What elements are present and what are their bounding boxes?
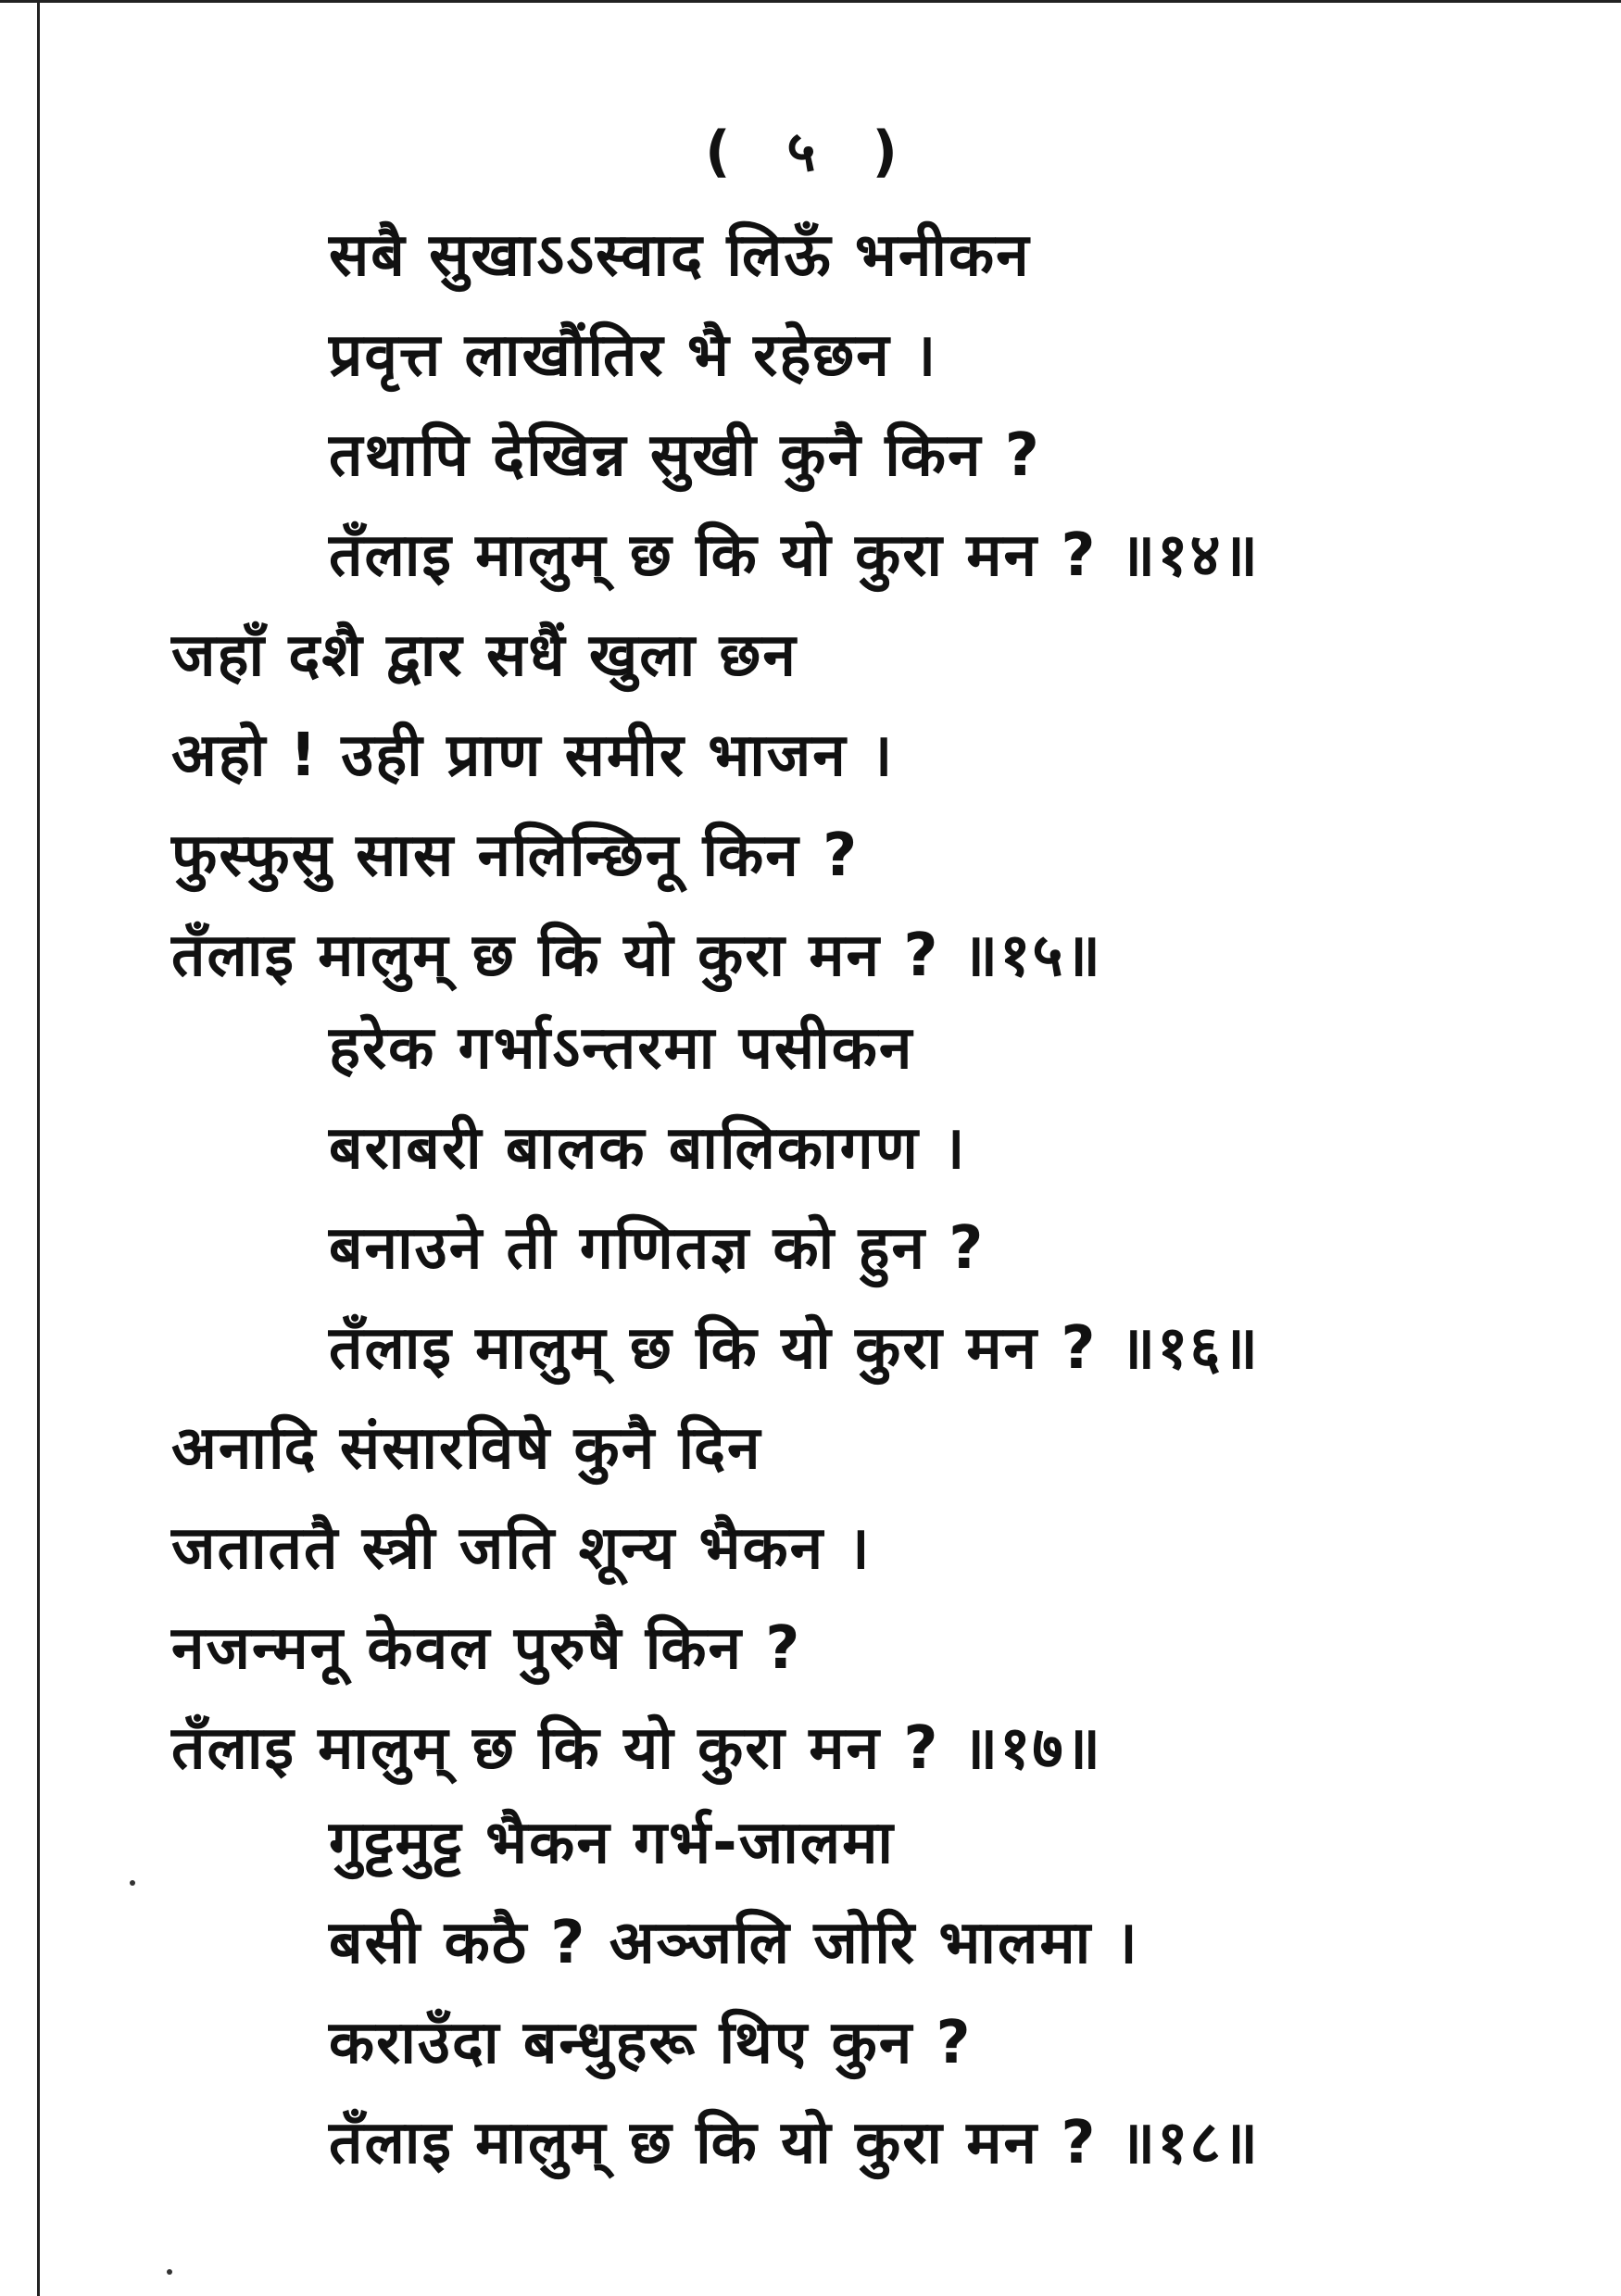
stanza-17 bbox=[171, 1399, 1102, 1799]
verse-line: अहो ! उही प्राण समीर भाजन । bbox=[171, 721, 895, 790]
verse-line: हरेक गर्भाऽन्तरमा पसीकन bbox=[329, 1014, 914, 1083]
scan-speck bbox=[130, 1880, 135, 1886]
verse-line: बसी कठै ? अञ्जलि जोरि भालमा । bbox=[329, 1909, 1139, 1977]
verse-line: तँलाइ मालुम् छ कि यो कुरा मन ? ॥१७॥ bbox=[171, 1714, 1102, 1783]
verse-line: प्रवृत्त लाखौंतिर भै रहेछन । bbox=[329, 321, 938, 390]
verse-line: गुट्टमुट्ट भैकन गर्भ-जालमा bbox=[329, 1809, 896, 1877]
verse-line: तँलाइ मालुम् छ कि यो कुरा मन ? ॥१८॥ bbox=[329, 2109, 1260, 2177]
stanza-18 bbox=[329, 1793, 1260, 2193]
verse-line: तँलाइ मालुम् छ कि यो कुरा मन ? ॥१४॥ bbox=[329, 521, 1260, 590]
stanza-14 bbox=[329, 206, 1260, 606]
verse-line: बनाउने ती गणितज्ञ को हुन ? bbox=[329, 1214, 986, 1283]
page-number: ( ५ ) bbox=[705, 119, 916, 184]
verse-line: कराउँदा बन्धुहरू थिए कुन ? bbox=[329, 2009, 973, 2077]
stanza-16 bbox=[329, 998, 1260, 1399]
verse-line: नजन्मनू केवल पुरुषै किन ? bbox=[171, 1614, 802, 1683]
page-left-border bbox=[37, 0, 40, 2296]
verse-line: फुस्फुसु सास नलिन्छिनू किन ? bbox=[171, 822, 860, 890]
verse-line: जताततै स्त्री जति शून्य भैकन । bbox=[171, 1514, 872, 1583]
stanza-15 bbox=[171, 606, 1102, 1006]
scan-speck bbox=[167, 2269, 172, 2275]
verse-line: अनादि संसारविषे कुनै दिन bbox=[171, 1414, 762, 1483]
page-top-border bbox=[0, 0, 1621, 3]
verse-line: तँलाइ मालुम् छ कि यो कुरा मन ? ॥१५॥ bbox=[171, 922, 1102, 990]
verse-line: तँलाइ मालुम् छ कि यो कुरा मन ? ॥१६॥ bbox=[329, 1314, 1260, 1383]
verse-line: बराबरी बालक बालिकागण । bbox=[329, 1114, 967, 1183]
verse-line: सबै सुखाऽऽस्वाद लिऊँ भनीकन bbox=[329, 221, 1031, 290]
verse-line: जहाँ दशै द्वार सधैं खुला छन bbox=[171, 621, 798, 690]
verse-line: तथापि देखिन्न सुखी कुनै किन ? bbox=[329, 421, 1041, 490]
